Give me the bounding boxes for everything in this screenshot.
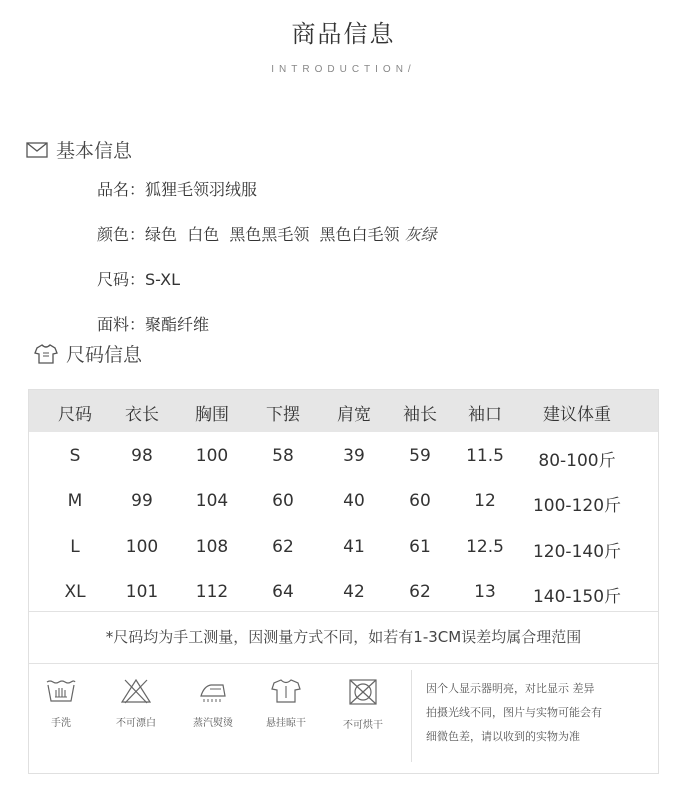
table-cell: 62: [409, 582, 431, 602]
table-cell: 112: [195, 582, 229, 602]
info-label: 面料：: [97, 315, 146, 334]
info-value: 狐狸毛领羽绒服: [145, 180, 258, 199]
size-info-title: 尺码信息: [66, 344, 143, 366]
care-label: 手洗: [51, 718, 71, 729]
table-cell: 62: [272, 537, 294, 557]
column-header: 下摆: [266, 405, 300, 425]
table-cell: 59: [409, 446, 431, 466]
vertical-divider: [411, 670, 412, 762]
table-cell: 61: [409, 537, 431, 557]
table-cell: 42: [343, 582, 365, 602]
care-item-no-tumble-dry: [318, 678, 408, 731]
table-cell: 12.5: [466, 537, 504, 557]
table-cell: 100: [125, 537, 159, 557]
table-cell: 120-140斤: [532, 542, 622, 562]
info-value: 聚酯纤维: [145, 315, 210, 334]
size-table-header: [29, 390, 658, 432]
column-header: 尺码: [58, 405, 92, 425]
column-header: 袖长: [403, 405, 437, 425]
care-label: 不可烘干: [343, 720, 383, 731]
table-cell: 99: [131, 491, 153, 511]
page-subtitle: INTRODUCTION/: [271, 64, 416, 75]
tshirt-icon: [34, 344, 58, 364]
basic-info-heading: [26, 136, 132, 163]
disclaimer-line: 细微色差，请以收到的实物为准: [426, 730, 580, 743]
disclaimer-line: 拍摄光线不同，图片与实物可能会有: [426, 706, 602, 719]
column-header: 胸围: [195, 405, 229, 425]
table-cell: XL: [64, 582, 86, 602]
table-cell: 80-100斤: [538, 451, 616, 471]
info-row-fabric: [97, 312, 209, 335]
info-value: S-XL: [145, 270, 181, 289]
table-cell: 98: [131, 446, 153, 466]
table-cell: 11.5: [466, 446, 504, 466]
column-header: 衣长: [125, 405, 159, 425]
info-label: 颜色：: [97, 225, 146, 244]
info-row-name: [97, 177, 257, 200]
size-table: [28, 389, 659, 774]
info-label: 品名：: [97, 180, 146, 199]
envelope-icon: [26, 142, 48, 158]
care-label: 悬挂晾干: [266, 718, 306, 729]
info-row-size: [97, 267, 180, 290]
table-cell: 39: [343, 446, 365, 466]
color-disclaimer: [426, 677, 654, 749]
table-cell: L: [70, 537, 80, 557]
measurement-note: *尺码均为手工测量，因测量方式不同，如若有1-3CM误差均属合理范围: [105, 628, 582, 646]
table-cell: 60: [409, 491, 431, 511]
table-cell: 13: [474, 582, 496, 602]
table-cell: S: [69, 446, 81, 466]
table-cell: 140-150斤: [532, 587, 622, 607]
info-value: 绿色 白色 黑色黑毛领 黑色白毛领: [145, 225, 400, 244]
table-cell: 64: [272, 582, 294, 602]
no-tumble-dry-icon: [318, 678, 408, 706]
size-info-heading: [34, 340, 142, 367]
table-cell: 40: [343, 491, 365, 511]
info-label: 尺码：: [97, 270, 146, 289]
disclaimer-line: 因个人显示器明亮，对比显示 差异: [426, 682, 595, 695]
table-cell: 60: [272, 491, 294, 511]
column-header: 肩宽: [337, 405, 371, 425]
table-cell: 100-120斤: [532, 496, 622, 516]
care-label: 蒸汽熨烫: [193, 718, 233, 729]
table-cell: M: [67, 491, 83, 511]
table-cell: 100: [195, 446, 229, 466]
table-cell: 58: [272, 446, 294, 466]
table-cell: 41: [343, 537, 365, 557]
table-cell: 108: [195, 537, 229, 557]
care-label: 不可漂白: [116, 718, 156, 729]
page-title: 商品信息: [291, 20, 396, 48]
column-header: 袖口: [468, 405, 502, 425]
table-cell: 101: [125, 582, 159, 602]
divider: [29, 611, 658, 612]
basic-info-title: 基本信息: [56, 140, 133, 162]
column-header: 建议体重: [543, 405, 611, 425]
table-cell: 12: [474, 491, 496, 511]
info-row-color: [97, 222, 437, 245]
divider: [29, 663, 658, 664]
info-value-extra: 灰绿: [404, 225, 437, 244]
table-cell: 104: [195, 491, 229, 511]
